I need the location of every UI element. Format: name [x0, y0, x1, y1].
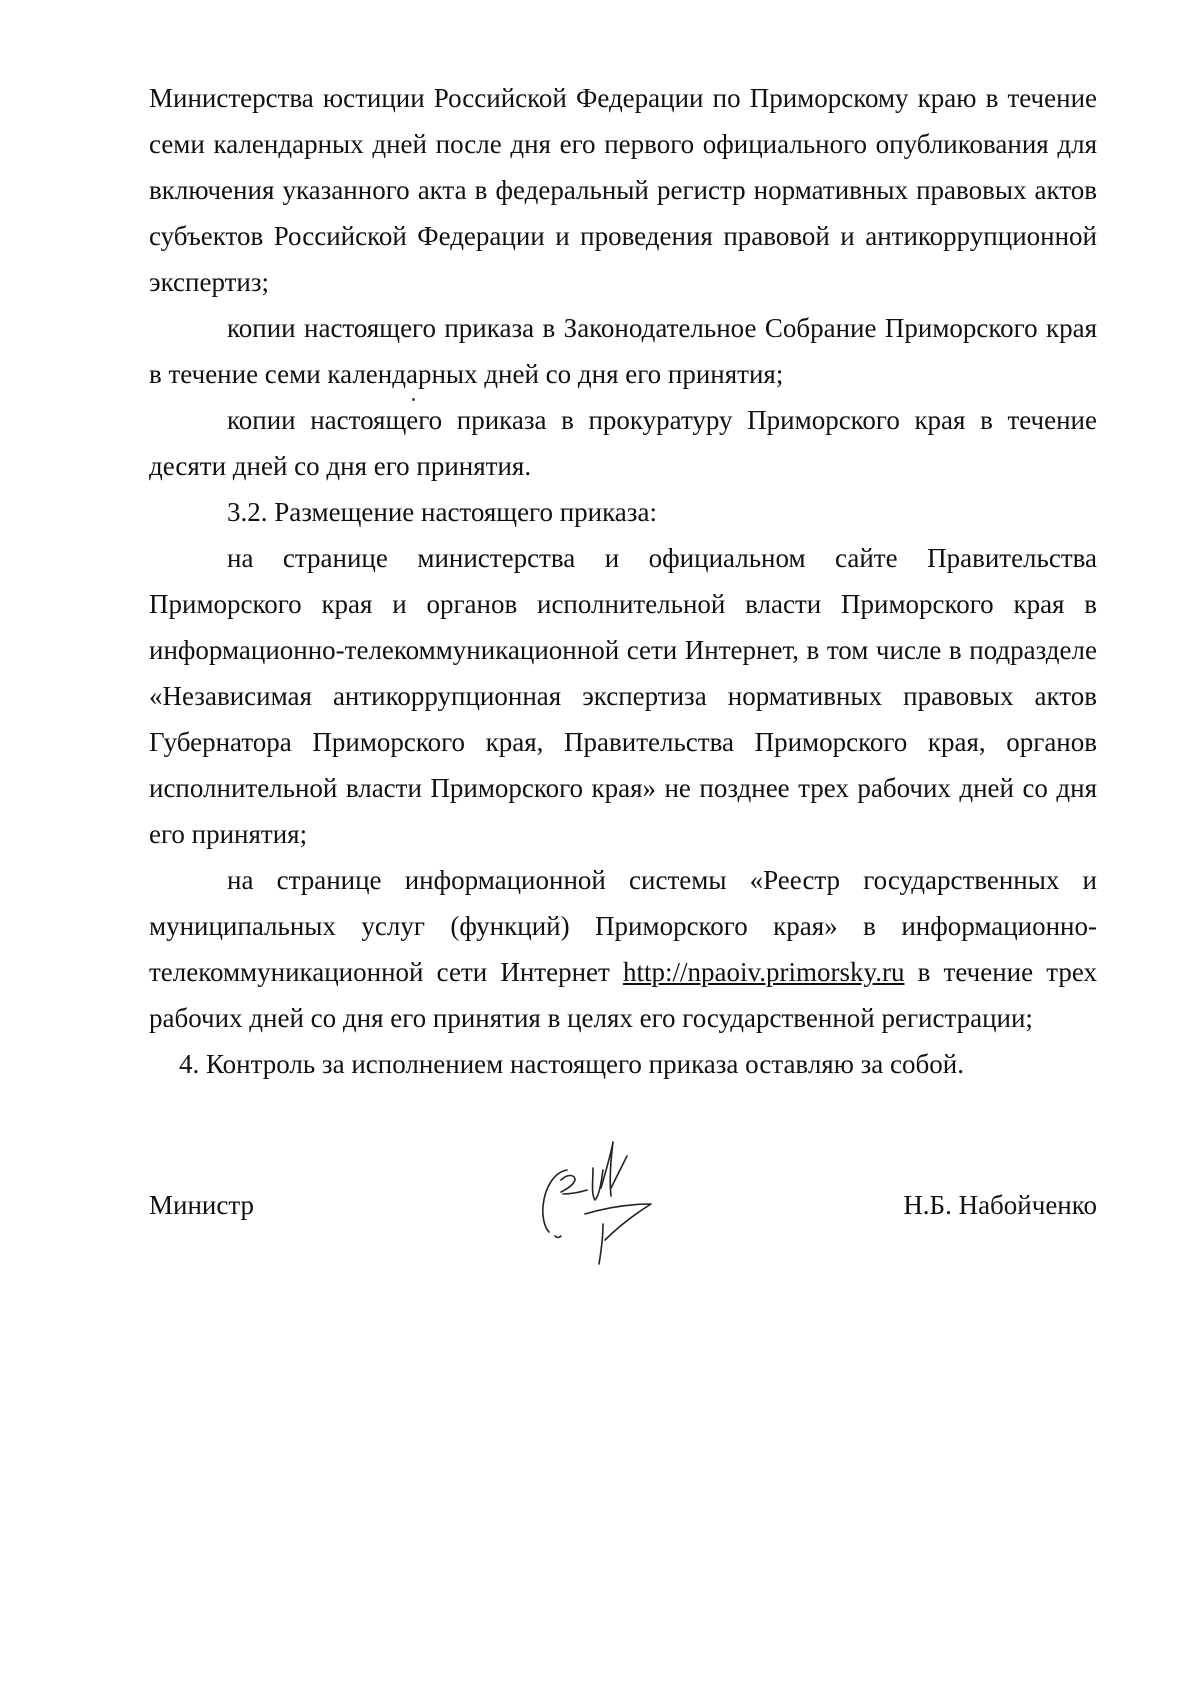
signatory-name: Н.Б. Набойченко: [903, 1190, 1097, 1220]
registry-text-before: на странице информационной системы «Реестр государственных и муниципальных услуг (функций) Приморского края» в информационно-телекоммуникационной сети Интернет: [149, 865, 1097, 987]
document-body: [149, 75, 1097, 1087]
handwritten-signature-icon: [515, 1128, 685, 1268]
registry-text-after: в течение трех рабочих дней со дня его принятия в целях его государственной регистрации;: [149, 957, 1097, 1033]
paragraph-section-3-2: 3.2. Размещение настоящего приказа:: [227, 497, 657, 527]
paragraph-prosecutor: копии настоящего приказа в прокуратуру Приморского края в течение десяти дней со дня его принятия.: [149, 405, 1097, 481]
paragraph-registration: Министерства юстиции Российской Федерации по Приморскому краю в течение семи календарных дней после дня его первого официального опубликования для включения указанного акта в федеральный регистр нормативных правовых актов субъектов Российской Федерации и проведения правовой и антикоррупционной экспертиз;: [149, 83, 1097, 297]
signatory-title: Министр: [149, 1190, 254, 1220]
paragraph-control: 4. Контроль за исполнением настоящего приказа оставляю за собой.: [179, 1049, 964, 1079]
paragraph-legislative-assembly: копии настоящего приказа в Законодательное Собрание Приморского края в течение семи календарных дней со дня его принятия;: [149, 313, 1097, 389]
paragraph-registry-system: [149, 857, 1097, 1041]
paragraph-ministry-page: на странице министерства и официальном сайте Правительства Приморского края и органов исполнительной власти Приморского края в информационно-телекоммуникационной сети Интернет, в том числе в подразделе «Независимая антикоррупционная экспертиза нормативных правовых актов Губернатора Приморского края, Правительства Приморского края, органов исполнительной власти Приморского края» не позднее трех рабочих дней со дня его принятия;: [149, 543, 1097, 849]
registry-link[interactable]: http://npaoiv.primorsky.ru: [622, 957, 905, 987]
scan-speck: [412, 398, 415, 401]
